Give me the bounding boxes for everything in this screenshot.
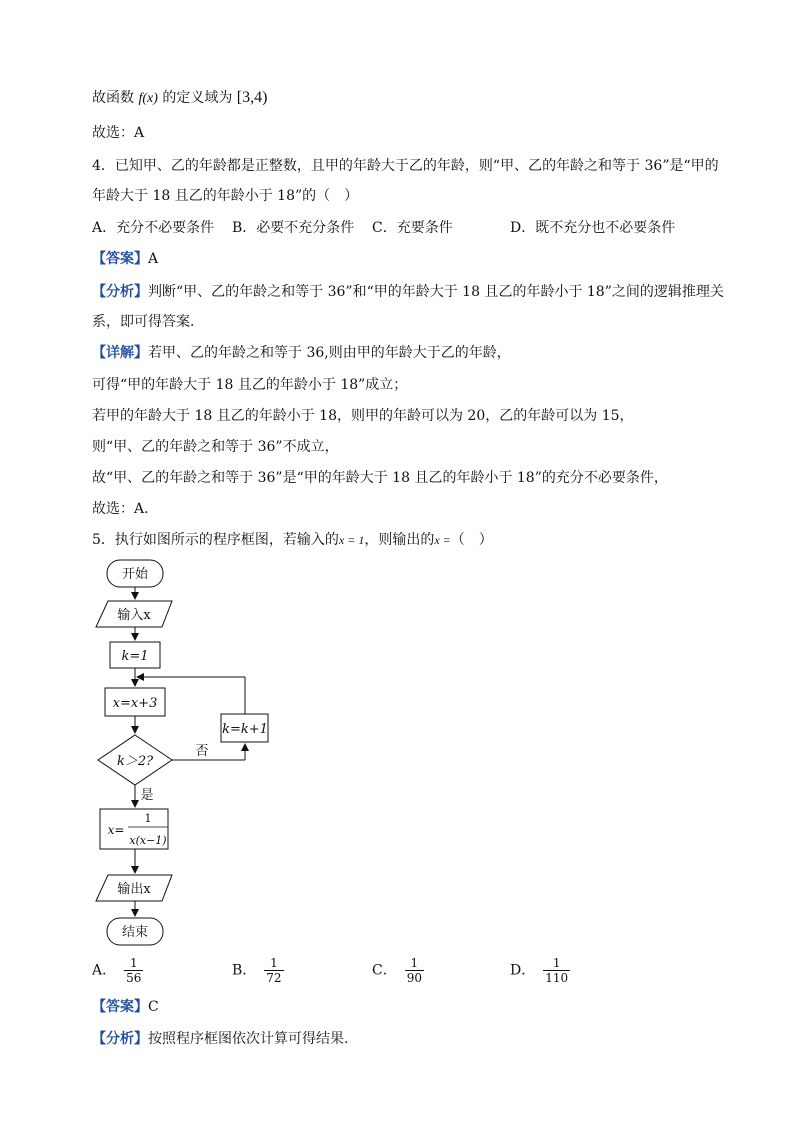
answer-value: C: [148, 999, 159, 1015]
q4-stem-line-2: 年龄大于 18 且乙的年龄小于 18”的（ ）: [92, 188, 359, 204]
end-label: 结束: [121, 925, 149, 940]
q4-detail-line-1: [92, 343, 511, 363]
domain-interval: [3,4): [236, 89, 268, 106]
q4-analysis-line-2: 系，即可得答案.: [92, 314, 195, 330]
q5-analysis: [92, 1029, 348, 1049]
detail-tag: 【详解】: [92, 345, 148, 361]
start-label: 开始: [121, 567, 149, 582]
q4-option-a: A．充分不必要条件: [92, 220, 215, 236]
option-fraction: [124, 956, 143, 985]
update-x-label: x=x+3: [112, 696, 158, 711]
analysis-tag: 【分析】: [92, 1031, 148, 1047]
assign-numerator: 1: [144, 812, 152, 825]
q4-detail-line-2: 可得“甲的年龄大于 18 且乙的年龄小于 18”成立；: [92, 377, 408, 393]
fraction-denominator: 90: [406, 971, 422, 985]
assign-denominator: x(x−1): [129, 834, 167, 847]
output-label: 输出x: [117, 882, 151, 897]
fraction-denominator: 56: [126, 971, 142, 985]
init-label: k=1: [121, 649, 149, 664]
domain-prefix: 故函数: [92, 90, 134, 106]
answer-value: A: [148, 251, 159, 267]
condition-label: k＞2?: [116, 754, 154, 769]
fraction-numerator: 1: [124, 956, 143, 971]
assign-lhs: x=: [107, 823, 125, 837]
q5-stem-suffix: （ ）: [450, 532, 493, 548]
q5-option-d: [510, 956, 570, 985]
fraction-denominator: 72: [266, 971, 282, 985]
q4-detail-line-5: 故“甲、乙的年龄之和等于 36”是“甲的年龄大于 18 且乙的年龄小于 18”的充分不必要条件，: [92, 470, 668, 486]
analysis-text: 按照程序框图依次计算可得结果.: [148, 1031, 349, 1047]
flowchart: [90, 555, 290, 950]
q5-option-b: [232, 956, 284, 985]
fraction-numerator: 1: [405, 956, 424, 971]
detail-text: 若甲、乙的年龄之和等于 36,则由甲的年龄大于乙的年龄，: [148, 345, 511, 361]
q4-analysis-line-1: [92, 282, 724, 302]
no-label: 否: [195, 744, 209, 759]
q5-stem: [92, 530, 493, 550]
q5-option-c: [372, 956, 424, 985]
domain-conclusion: [92, 88, 267, 109]
q4-choice: 故选：A.: [92, 501, 149, 517]
option-label: B．: [232, 962, 257, 979]
answer-tag: 【答案】: [92, 999, 148, 1015]
option-label: D．: [510, 962, 536, 979]
option-label: C．: [372, 962, 397, 979]
q4-stem-line-1: 4．已知甲、乙的年龄都是正整数，且甲的年龄大于乙的年龄，则“甲、乙的年龄之和等于 36”是“甲的: [92, 158, 719, 174]
q5-output-var: x =: [434, 533, 451, 547]
answer-tag: 【答案】: [92, 251, 148, 267]
input-label: 输入x: [117, 608, 151, 623]
q4-option-b: B．必要不充分条件: [232, 220, 355, 236]
fraction-denominator: 110: [545, 971, 569, 985]
option-fraction: [405, 956, 424, 985]
fraction-numerator: 1: [264, 956, 283, 971]
q5-input-value: x = 1: [338, 533, 365, 547]
q3-choice: 故选：A: [92, 125, 145, 141]
function-fx: f(x): [138, 91, 158, 106]
analysis-tag: 【分析】: [92, 284, 148, 300]
q4-detail-line-3: 若甲的年龄大于 18 且乙的年龄小于 18，则甲的年龄可以为 20，乙的年龄可以为 15，: [92, 408, 634, 424]
q4-detail-line-4: 则“甲、乙的年龄之和等于 36”不成立，: [92, 439, 339, 455]
q5-stem-prefix: 5．执行如图所示的程序框图，若输入的: [92, 532, 339, 548]
option-fraction: [543, 956, 570, 985]
increment-label: k=k+1: [222, 722, 268, 737]
q5-option-a: [92, 956, 143, 985]
q4-option-d: D．既不充分也不必要条件: [510, 220, 676, 236]
q5-answer: [92, 997, 159, 1017]
q4-option-c: C．充要条件: [372, 220, 453, 236]
q4-answer: [92, 249, 158, 269]
domain-mid: 的定义域为: [162, 90, 233, 106]
q5-stem-mid: ，则输出的: [364, 532, 435, 548]
option-label: A．: [92, 962, 117, 979]
yes-label: 是: [140, 788, 154, 803]
analysis-text: 判断“甲、乙的年龄之和等于 36”和“甲的年龄大于 18 且乙的年龄小于 18”之间的逻辑推理关: [148, 284, 724, 300]
fraction-numerator: 1: [543, 956, 570, 971]
option-fraction: [264, 956, 283, 985]
